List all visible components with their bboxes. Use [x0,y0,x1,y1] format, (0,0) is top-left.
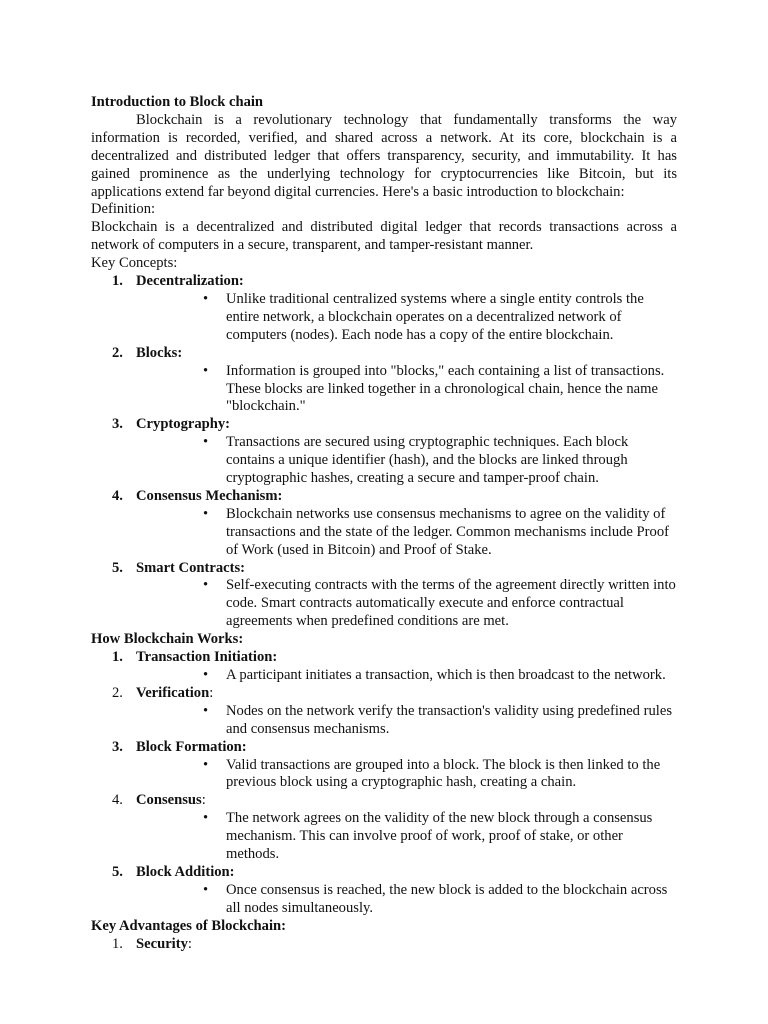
bullet-icon: • [203,756,209,773]
list-item [91,560,677,632]
list-item-title: Security [136,935,188,952]
bullet-icon: • [203,702,209,719]
bullet-item [136,506,677,560]
list-number: 2. [112,344,123,361]
list-number: 5. [112,863,123,880]
bullet-item [136,291,677,345]
list-item-title: Blocks: [136,344,183,361]
bullet-icon: • [203,667,209,683]
list-item-title: Transaction Initiation: [136,649,278,666]
list-item [91,488,677,560]
list-item-title: Cryptography: [136,416,231,433]
list-number: 4. [112,792,123,809]
how-works-list [91,649,677,918]
document-title: Introduction to Block chain [91,94,264,110]
how-works-heading: How Blockchain Works: [91,631,244,648]
advantages-heading: Key Advantages of Blockchain: [91,917,286,934]
list-number: 3. [112,416,123,433]
list-item-title-suffix: : [201,792,206,809]
list-number: 5. [112,559,123,576]
bullet-item [136,577,677,631]
bullet-text: Self-executing contracts with the terms of the agreement directly written into code. Smart contracts automatically execute and enforce contractual agreements when predefined conditions are met. [226,577,676,630]
bullet-text: A participant initiates a transaction, which is then broadcast to the network. [226,667,666,683]
bullet-text: Valid transactions are grouped into a block. The block is then linked to the previous block using a cryptographic hash, creating a chain. [226,756,661,791]
list-item-title-suffix: : [187,935,192,952]
bullet-text: The network agrees on the validity of the new block through a consensus mechanism. This can involve proof of work, proof of stake, or other methods. [226,810,653,863]
list-item-title: Consensus [136,792,202,809]
list-item [91,739,677,793]
list-number: 2. [112,684,123,701]
bullet-text: Nodes on the network verify the transaction's validity using predefined rules and consensus mechanisms. [226,702,673,737]
list-item-title-suffix: : [209,684,214,701]
key-concepts-list [91,273,677,631]
list-item [91,649,677,685]
list-item-title: Consensus Mechanism: [136,487,283,504]
list-number: 1. [112,935,123,952]
definition-text: Blockchain is a decentralized and distributed digital ledger that records transactions across a network of computers in a secure, transparent, and tamper-resistant manner. [91,219,677,254]
list-item-title: Block Addition: [136,863,235,880]
bullet-item [136,363,677,417]
bullet-icon: • [203,290,209,307]
list-item-title: Decentralization: [136,273,244,290]
list-number: 1. [112,273,123,290]
bullet-icon: • [203,810,209,827]
list-item-title: Smart Contracts: [136,559,246,576]
list-item-title: Block Formation: [136,738,247,755]
document-page [91,94,677,954]
key-concepts-label: Key Concepts: [91,255,178,272]
bullet-text: Blockchain networks use consensus mechanisms to agree on the validity of transactions and the state of the ledger. Common mechanisms include Proof of Work (used in Bitcoin) and Proof of Stake. [226,505,669,558]
advantages-list [91,936,677,954]
bullet-item [136,703,677,739]
bullet-item [136,810,677,864]
bullet-item [136,882,677,918]
bullet-icon: • [203,434,209,451]
bullet-text: Unlike traditional centralized systems where a single entity controls the entire network, a blockchain operates on a decentralized network of computers (nodes). Each node has a copy of the entire blockchain. [226,290,644,343]
bullet-text: Transactions are secured using cryptographic techniques. Each block contains a unique identifier (hash), and the blocks are linked through cryptographic hashes, creating a secure and tamper-proof chain. [226,434,629,487]
list-item [91,273,677,345]
list-number: 3. [112,738,123,755]
bullet-icon: • [203,577,209,594]
bullet-icon: • [203,505,209,522]
bullet-icon: • [203,362,209,379]
list-item [91,792,677,864]
list-item [91,416,677,488]
list-number: 1. [112,649,123,666]
bullet-text: Information is grouped into "blocks," each containing a list of transactions. These blocks are linked together in a chronological chain, hence the name "blockchain." [226,362,665,415]
bullet-item [136,667,677,685]
bullet-icon: • [203,881,209,898]
list-item [91,936,677,954]
intro-paragraph: Blockchain is a revolutionary technology that fundamentally transforms the way information is recorded, verified, and shared across a network. At its core, blockchain is a decentralized and distributed ledger that offers transparency, security, and immutability. It has gained prominence as the underlying technology for cryptocurrencies like Bitcoin, but its applications extend far beyond digital currencies. Here's a basic introduction to blockchain: [91,111,677,200]
list-item [91,685,677,739]
bullet-item [136,434,677,488]
bullet-item [136,757,677,793]
list-item [91,345,677,417]
list-item [91,864,677,918]
list-number: 4. [112,487,123,504]
bullet-text: Once consensus is reached, the new block is added to the blockchain across all nodes simultaneously. [226,881,668,916]
definition-label: Definition: [91,201,156,218]
list-item-title: Verification [136,684,210,701]
